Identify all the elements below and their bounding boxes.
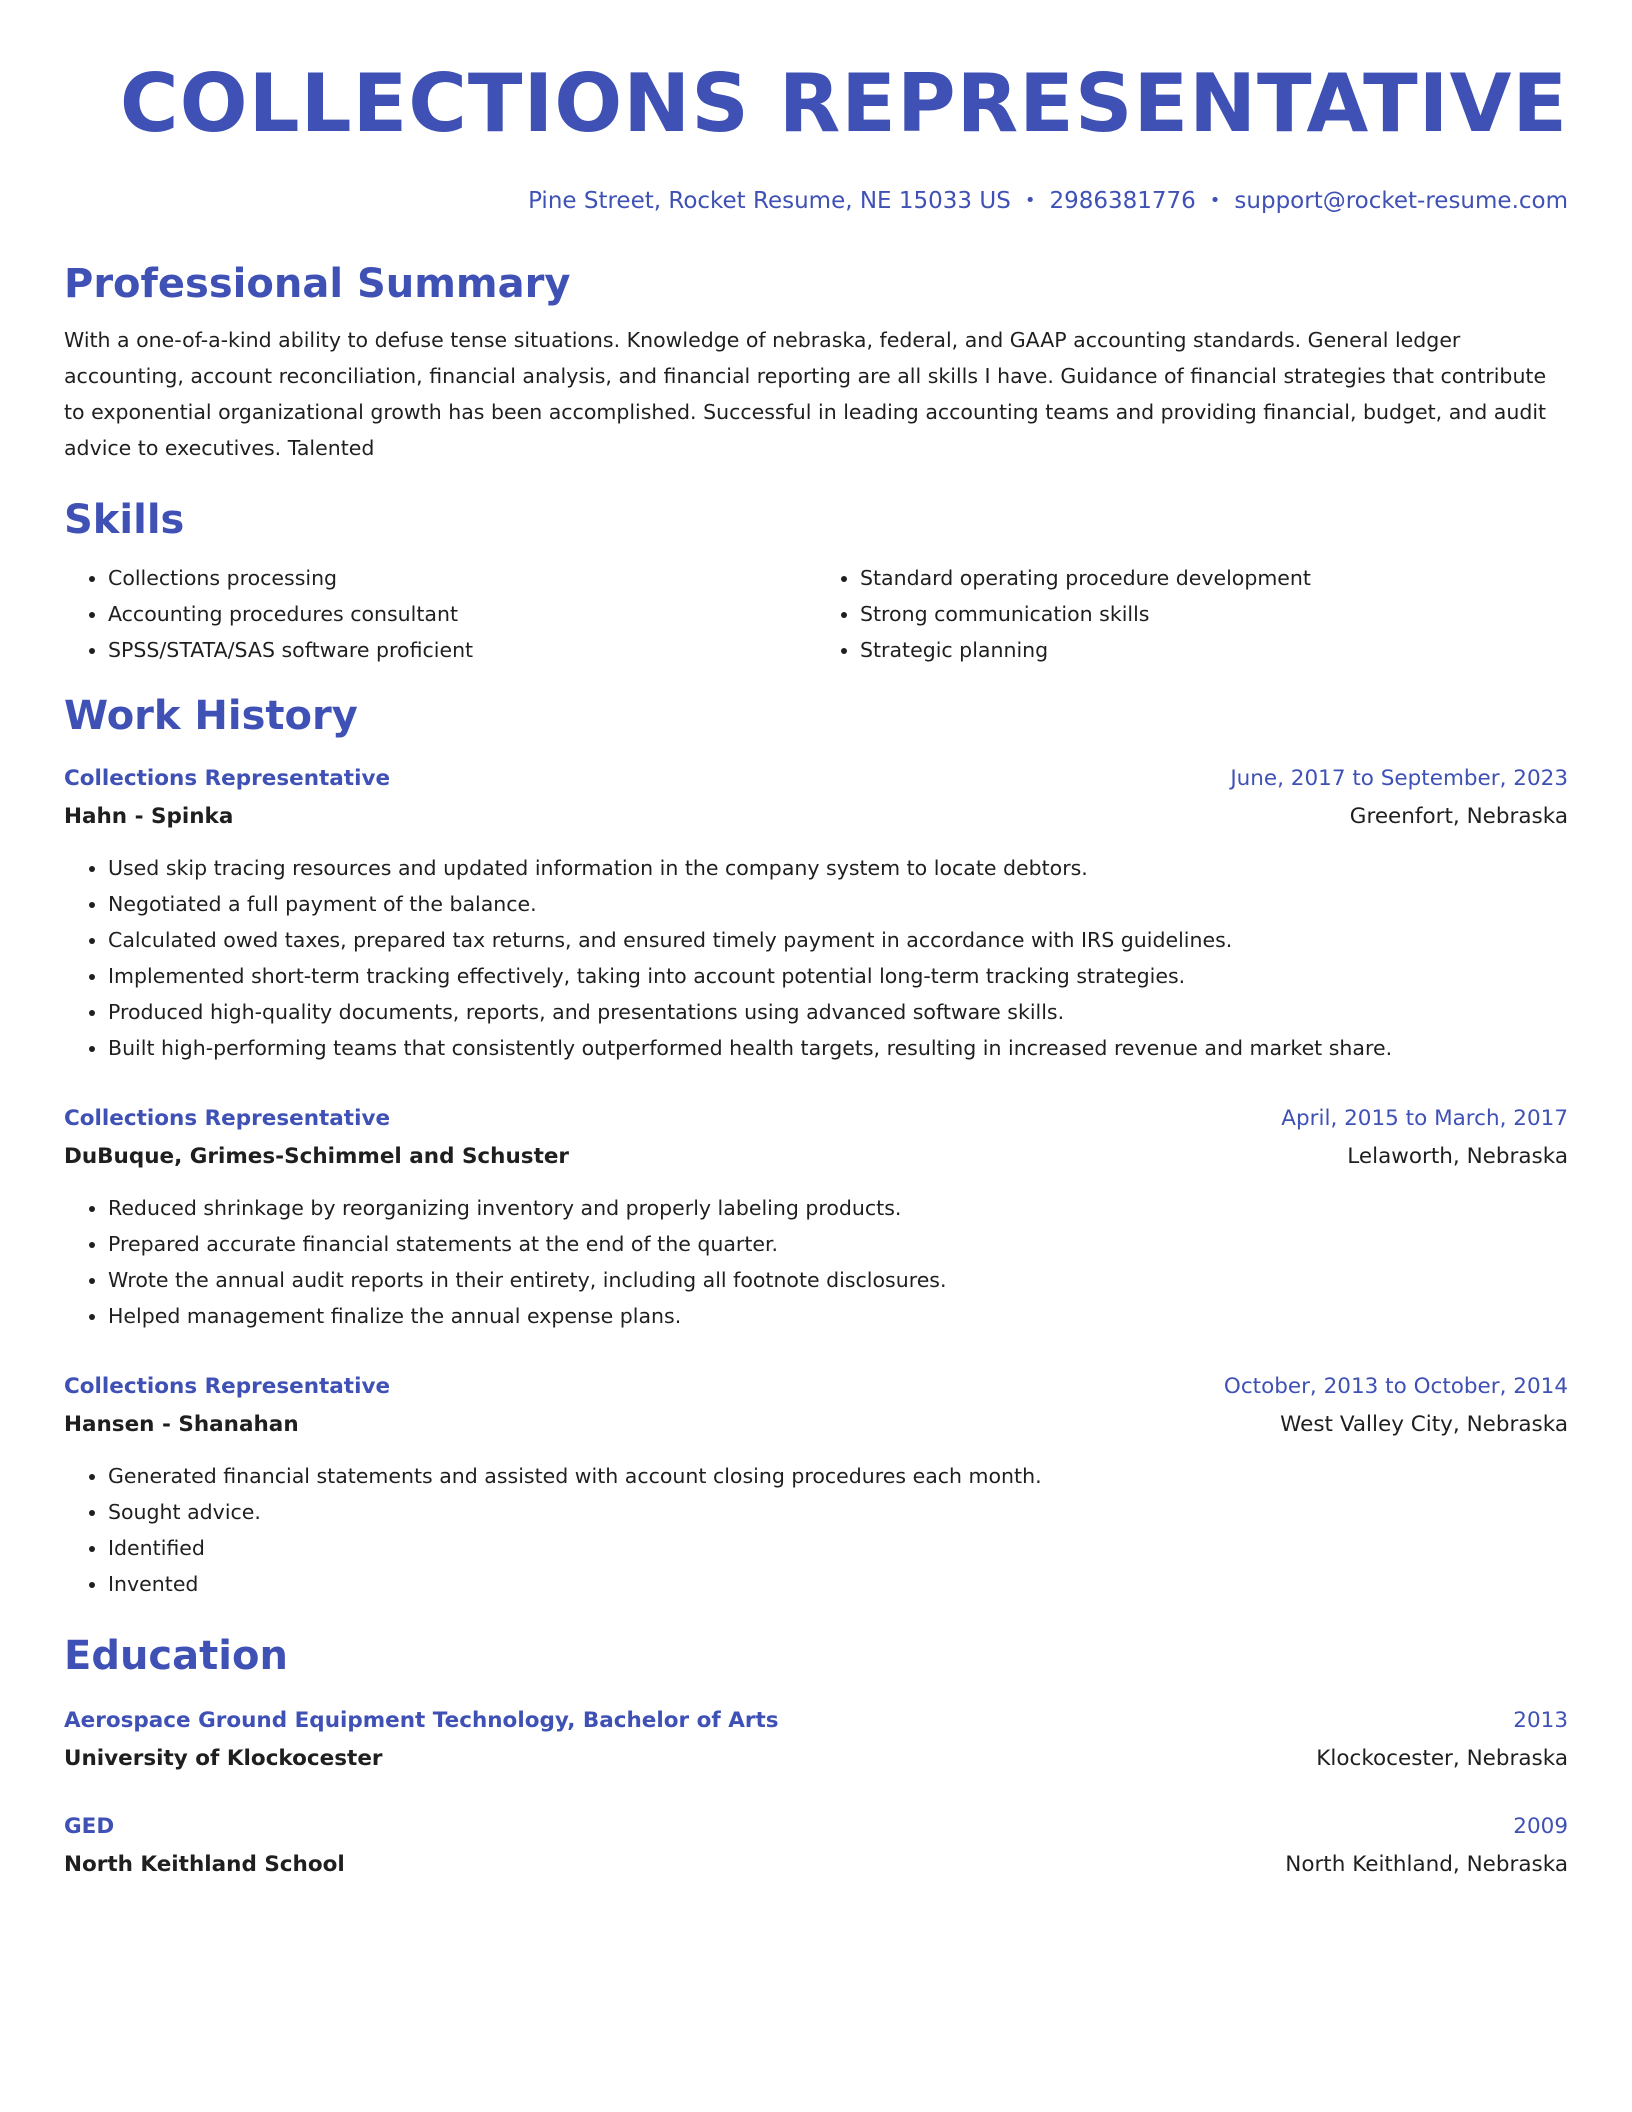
job-location: West Valley City, Nebraska: [1280, 1412, 1568, 1437]
summary-heading: Professional Summary: [64, 261, 571, 307]
job-bullet: • Wrote the annual audit reports in their entirety, including all footnote disclosures.: [108, 1262, 1568, 1298]
job-bullet: • Calculated owed taxes, prepared tax returns, and ensured timely payment in accordance with IRS guidelines.: [108, 922, 1568, 958]
job-bullets: [64, 850, 1568, 1066]
job-entry: [64, 1100, 1568, 1334]
job-company-row: [64, 798, 1568, 836]
skill-item: • Strategic planning: [860, 632, 1568, 668]
job-title: Collections Representative: [64, 1106, 391, 1131]
job-bullet: • Prepared accurate financial statements at the end of the quarter.: [108, 1226, 1568, 1262]
job-entry: [64, 760, 1568, 1066]
job-bullet: • Identified: [108, 1530, 1568, 1566]
job-dates: October, 2013 to October, 2014: [1223, 1374, 1568, 1399]
job-location: Lelaworth, Nebraska: [1347, 1144, 1568, 1169]
education-location: Klockocester, Nebraska: [1316, 1746, 1568, 1771]
job-bullet: • Sought advice.: [108, 1494, 1568, 1530]
job-company-row: [64, 1406, 1568, 1444]
contact-separator: •: [1024, 190, 1036, 211]
education-degree: Aerospace Ground Equipment Technology, Bachelor of Arts: [64, 1708, 779, 1733]
job-location: Greenfort, Nebraska: [1349, 804, 1568, 829]
education-heading: Education: [64, 1633, 288, 1679]
skills-column-right: [816, 560, 1568, 668]
skill-item: • Collections processing: [108, 560, 816, 596]
work-history-heading: Work History: [64, 693, 358, 739]
job-bullets: [64, 1190, 1568, 1334]
skill-item: • Accounting procedures consultant: [108, 596, 816, 632]
job-company-row: [64, 1138, 1568, 1176]
contact-phone: 2986381776: [1049, 188, 1196, 214]
education-entry: [64, 1702, 1568, 1778]
job-company: Hansen - Shanahan: [64, 1412, 299, 1437]
contact-separator: •: [1209, 190, 1221, 211]
job-bullet: • Produced high-quality documents, reports, and presentations using advanced software skills.: [108, 994, 1568, 1030]
skills-column-left: [64, 560, 816, 668]
job-title: Collections Representative: [64, 766, 391, 791]
job-company: DuBuque, Grimes-Schimmel and Schuster: [64, 1144, 570, 1169]
skill-item: • SPSS/STATA/SAS software proficient: [108, 632, 816, 668]
job-company: Hahn - Spinka: [64, 804, 234, 829]
education-header-row: [64, 1808, 1568, 1846]
education-degree: GED: [64, 1814, 115, 1839]
job-entry: [64, 1368, 1568, 1602]
skill-item: • Standard operating procedure development: [860, 560, 1568, 596]
job-bullet: • Implemented short-term tracking effectively, taking into account potential long-term tracking strategies.: [108, 958, 1568, 994]
skill-item: • Strong communication skills: [860, 596, 1568, 632]
education-school-row: [64, 1740, 1568, 1778]
education-school: North Keithland School: [64, 1852, 345, 1877]
education-year: 2013: [1513, 1708, 1568, 1733]
job-dates: April, 2015 to March, 2017: [1281, 1106, 1568, 1131]
job-header-row: [64, 1368, 1568, 1406]
contact-email: support@rocket-resume.com: [1234, 188, 1568, 214]
skills-list: [64, 560, 1568, 668]
job-dates: June, 2017 to September, 2023: [1230, 766, 1568, 791]
job-bullet: • Negotiated a full payment of the balance.: [108, 886, 1568, 922]
job-bullets: [64, 1458, 1568, 1602]
job-bullet: • Helped management finalize the annual expense plans.: [108, 1298, 1568, 1334]
job-bullet: • Built high-performing teams that consistently outperformed health targets, resulting in increased revenue and market share.: [108, 1030, 1568, 1066]
candidate-name: COLLECTIONS REPRESENTATIVE: [119, 57, 1568, 150]
job-bullet: • Used skip tracing resources and updated information in the company system to locate debtors.: [108, 850, 1568, 886]
summary-text: With a one-of-a-kind ability to defuse tense situations. Knowledge of nebraska, federal, and GAAP accounting standards. General ledger accounting, account reconciliation, financial analysis, and financial reporting are all skills I have. Guidance of financial strategies that contribute to exponential organizational growth has been accomplished. Successful in leading accounting teams and providing financial, budget, and audit advice to executives. Talented: [64, 328, 1547, 460]
education-school-row: [64, 1846, 1568, 1884]
job-header-row: [64, 760, 1568, 798]
education-header-row: [64, 1702, 1568, 1740]
education-entry: [64, 1808, 1568, 1884]
skills-heading: Skills: [64, 497, 185, 543]
job-bullet: • Generated financial statements and assisted with account closing procedures each month.: [108, 1458, 1568, 1494]
education-year: 2009: [1513, 1814, 1568, 1839]
contact-address: Pine Street, Rocket Resume, NE 15033 US: [528, 188, 1011, 214]
job-header-row: [64, 1100, 1568, 1138]
education-school: University of Klockocester: [64, 1746, 383, 1771]
job-title: Collections Representative: [64, 1374, 391, 1399]
job-bullet: • Invented: [108, 1566, 1568, 1602]
job-bullet: • Reduced shrinkage by reorganizing inventory and properly labeling products.: [108, 1190, 1568, 1226]
contact-line: [64, 186, 1568, 216]
education-location: North Keithland, Nebraska: [1285, 1852, 1568, 1877]
